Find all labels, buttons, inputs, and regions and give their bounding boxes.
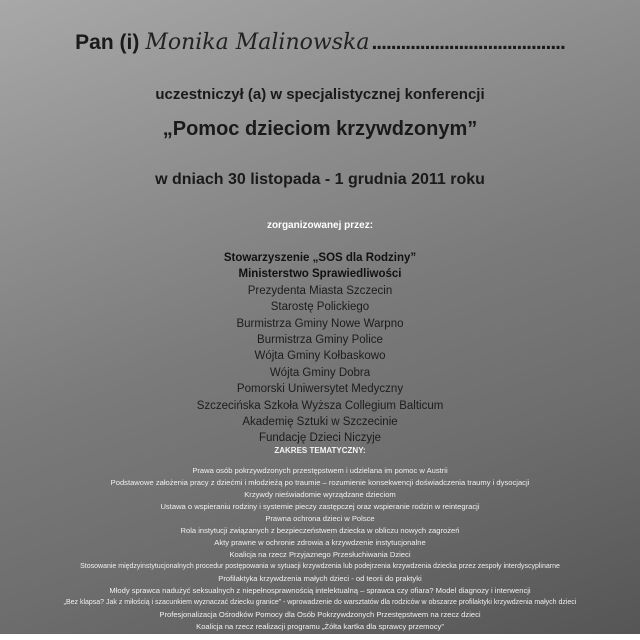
conference-title: „Pomoc dzieciom krzywdzonym”	[162, 118, 478, 140]
topic: Stosowanie międzyinstytucjonalnych procedur postępowania w sytuacji krzywdzenia lub podejrzenia krzywdzenia dziecka przez zespoły interdyscyplinarne	[80, 563, 560, 570]
topic: „Bez klapsa? Jak z miłością i szacunkiem wyznaczać dziecku granice” - wprowadzenie do warsztatów dla rodziców w obszarze profilaktyki krzywdzenia małych dzieci	[63, 599, 577, 606]
organizer: Fundację Dzieci Niczyje	[258, 432, 382, 445]
topic: Akty prawne w ochronie zdrowia a krzywdzenie instytucjonalne	[214, 538, 426, 547]
topic: Krzywdy nieświadomie wyrządzane dzieciom	[244, 490, 396, 499]
organized-by-label: zorganizowanej przez:	[266, 220, 374, 231]
recipient-prefix: Pan (i)	[75, 31, 140, 54]
organizer: Burmistrza Gminy Police	[257, 334, 383, 347]
topic: Rola instytucji związanych z bezpieczeństwem dziecka w obliczu nowych zagrożeń	[180, 526, 460, 535]
topic: Prawa osób pokrzywdzonych przestępstwem i udzielana im pomoc w Austrii	[192, 466, 448, 475]
page-edge	[0, 634, 640, 640]
organizer: Stowarzyszenie „SOS dla Rodziny”	[223, 252, 417, 264]
organizers-list	[0, 250, 640, 447]
organizer: Ministerstwo Sprawiedliwości	[238, 268, 402, 281]
topics-heading: ZAKRES TEMATYCZNY:	[274, 446, 366, 455]
organizer: Akademię Sztuki w Szczecinie	[242, 416, 398, 429]
recipient-dots: ........................................	[371, 31, 565, 54]
recipient-name-handwritten: Monika Malinowska	[145, 30, 370, 55]
topic: Koalicja na rzecz Przyjaznego Przesłuchiwania Dzieci	[229, 550, 411, 559]
topics-list	[0, 465, 640, 633]
organizer: Burmistrza Gminy Nowe Warpno	[236, 317, 404, 330]
organizer: Starostę Polickiego	[270, 301, 370, 314]
topic: Podstawowe założenia pracy z dziećmi i młodzieżą po traumie – rozumienie konsekwencji doświadczenia traumy i dysocjacji	[110, 478, 530, 487]
conference-dates: w dniach 30 listopada - 1 grudnia 2011 roku	[155, 171, 485, 188]
organizer: Pomorski Uniwersytet Medyczny	[236, 383, 404, 396]
organizer: Wójta Gminy Dobra	[269, 366, 371, 379]
topic: Ustawa o wspieraniu rodziny i systemie pieczy zastępczej oraz wspieranie rodzin w reintegracji	[160, 502, 480, 511]
topic: Profilaktyka krzywdzenia małych dzieci - od teorii do praktyki	[218, 574, 422, 583]
organizer: Szczecińska Szkoła Wyższa Collegium Balticum	[196, 399, 444, 412]
topic: Profesjonalizacja Ośrodków Pomocy dla Osób Pokrzywdzonych Przestępstwem na rzecz dzieci	[159, 610, 481, 619]
topic: Młody sprawca nadużyć seksualnych z niepełnosprawnością intelektualną – sprawca czy ofiara? Model diagnozy i interwencji	[109, 586, 531, 595]
organizer: Wójta Gminy Kołbaskowo	[254, 350, 386, 363]
topic: Koalicja na rzecz realizacji programu „Żółta kartka dla sprawcy przemocy”	[196, 622, 444, 631]
participation-text: uczestniczył (a) w specjalistycznej konferencji	[155, 86, 485, 103]
organizer: Prezydenta Miasta Szczecin	[247, 284, 393, 297]
topic: Prawna ochrona dzieci w Polsce	[265, 514, 375, 523]
recipient-line	[0, 30, 640, 55]
